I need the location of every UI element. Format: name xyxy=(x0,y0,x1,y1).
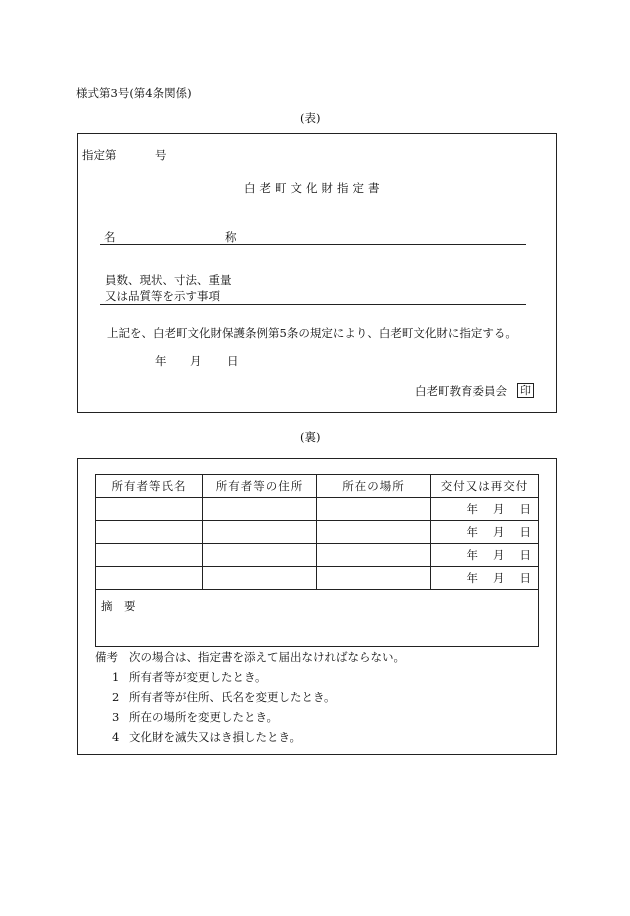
issue-date-cell xyxy=(431,498,539,521)
owner-address-cell xyxy=(203,498,317,521)
front-caption: (表) xyxy=(300,111,321,125)
owner-name-cell xyxy=(96,498,203,521)
quantity-underline xyxy=(100,304,526,305)
owner-address-cell xyxy=(203,544,317,567)
month-label: 月 xyxy=(493,502,505,516)
year-label: 年 xyxy=(466,571,478,585)
day-label: 日 xyxy=(519,548,531,562)
memo-label: 摘 要 xyxy=(101,599,136,613)
day-label: 日 xyxy=(519,525,531,539)
date-year: 年 xyxy=(155,354,167,368)
location-cell xyxy=(317,567,431,590)
table-row xyxy=(96,498,539,521)
name-underline xyxy=(100,244,526,245)
seal-mark: 印 xyxy=(517,383,534,398)
note-item-text: 所有者等が住所、氏名を変更したとき。 xyxy=(129,690,336,704)
location-cell xyxy=(317,521,431,544)
year-label: 年 xyxy=(466,548,478,562)
issue-date-cell xyxy=(431,544,539,567)
note-item-number: 4 xyxy=(112,730,120,744)
header-owner-name: 所有者等氏名 xyxy=(96,475,203,498)
name-label-left: 名 xyxy=(104,230,116,244)
location-cell xyxy=(317,498,431,521)
table-row xyxy=(96,567,539,590)
owner-address-cell xyxy=(203,567,317,590)
header-location: 所在の場所 xyxy=(317,475,431,498)
location-cell xyxy=(317,544,431,567)
header-owner-address: 所有者等の住所 xyxy=(203,475,317,498)
table-row xyxy=(96,544,539,567)
designation-statement: 上記を、白老町文化財保護条例第5条の規定により、白老町文化財に指定する。 xyxy=(107,326,517,340)
note-item-text: 所有者等が変更したとき。 xyxy=(129,670,267,684)
month-label: 月 xyxy=(493,525,505,539)
note-item-number: 3 xyxy=(112,710,120,724)
month-label: 月 xyxy=(493,548,505,562)
year-label: 年 xyxy=(466,525,478,539)
memo-cell xyxy=(96,590,539,647)
form-label: 様式第3号(第4条関係) xyxy=(76,86,192,100)
owner-name-cell xyxy=(96,567,203,590)
back-caption: (裏) xyxy=(300,430,321,444)
ownership-register-table xyxy=(95,474,539,647)
note-item-number: 2 xyxy=(112,690,120,704)
quantity-label-line2: 又は品質等を示す事項 xyxy=(105,289,220,303)
note-item-text: 所在の場所を変更したとき。 xyxy=(129,710,279,724)
note-item-text: 文化財を滅失又はき損したとき。 xyxy=(129,730,302,744)
day-label: 日 xyxy=(519,502,531,516)
owner-address-cell xyxy=(203,521,317,544)
date-month: 月 xyxy=(190,354,202,368)
owner-name-cell xyxy=(96,521,203,544)
issue-date-cell xyxy=(431,521,539,544)
notes-heading: 備考 xyxy=(95,650,118,664)
designation-number-suffix: 号 xyxy=(155,148,167,162)
header-issue-reissue: 交付又は再交付 xyxy=(431,475,539,498)
table-header-row xyxy=(96,475,539,498)
name-label-right: 称 xyxy=(225,230,237,244)
day-label: 日 xyxy=(519,571,531,585)
year-label: 年 xyxy=(466,502,478,516)
date-day: 日 xyxy=(227,354,239,368)
note-item-number: 1 xyxy=(112,670,120,684)
table-row xyxy=(96,521,539,544)
certificate-title: 白老町文化財指定書 xyxy=(244,181,384,195)
owner-name-cell xyxy=(96,544,203,567)
issue-date-cell xyxy=(431,567,539,590)
memo-row xyxy=(96,590,539,647)
designation-number-prefix: 指定第 xyxy=(82,148,117,162)
quantity-label-line1: 員数、現状、寸法、重量 xyxy=(105,273,232,287)
notes-intro: 次の場合は、指定書を添えて届出なければならない。 xyxy=(129,650,405,664)
month-label: 月 xyxy=(493,571,505,585)
issuer-name: 白老町教育委員会 xyxy=(415,384,507,398)
